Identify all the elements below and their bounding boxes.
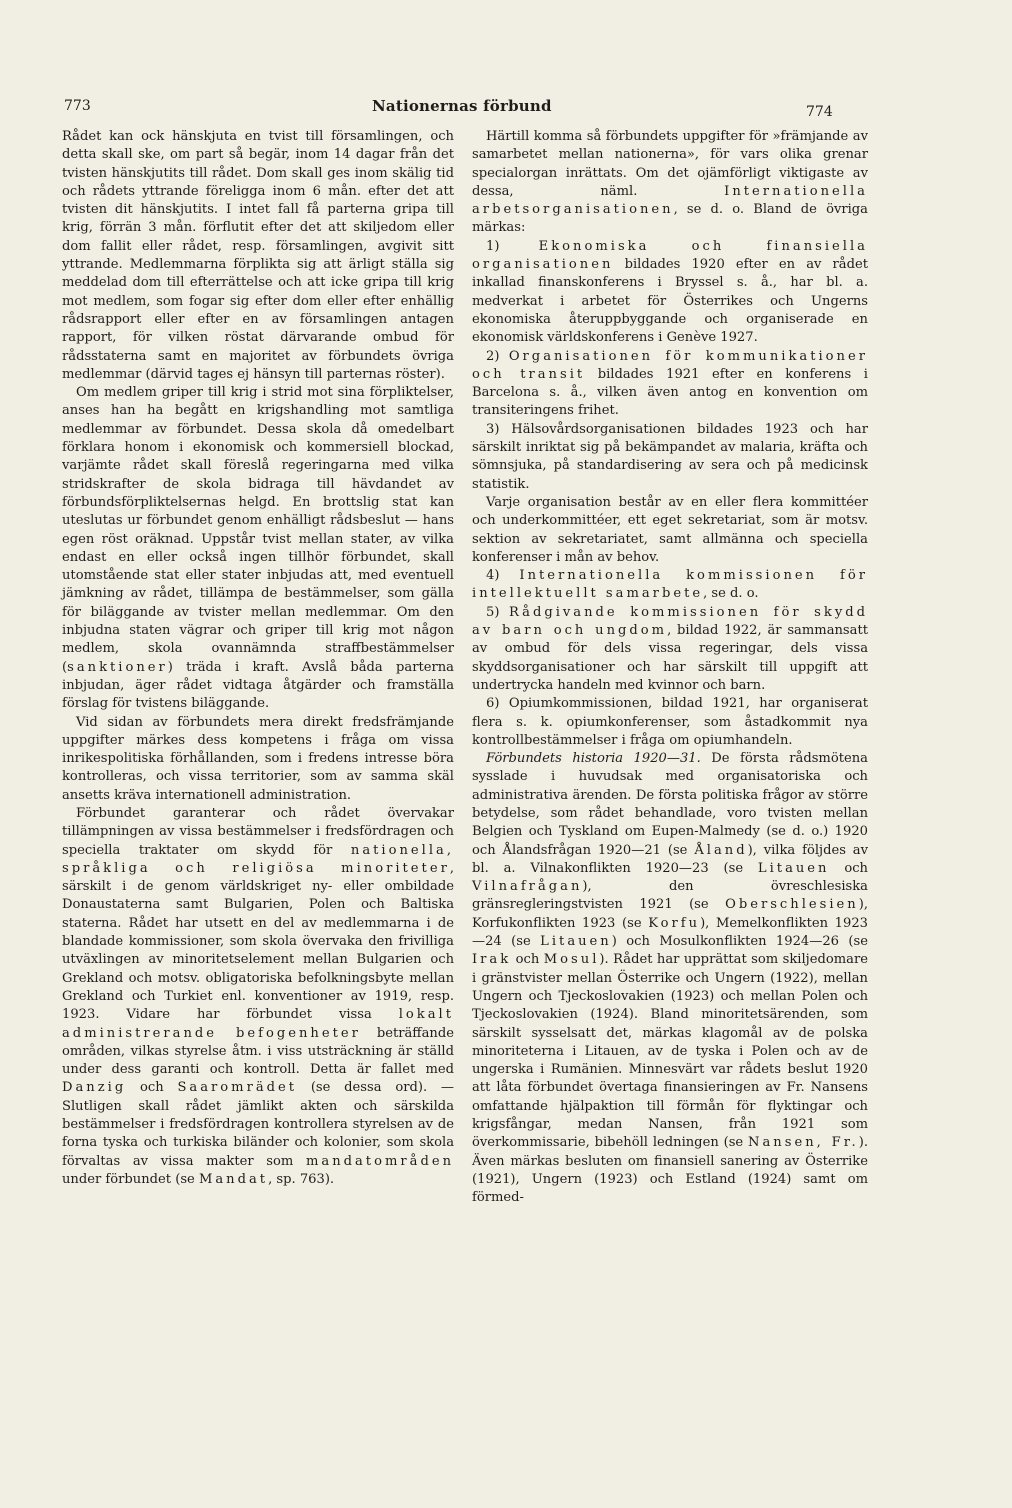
item-title: Rådgivande kommissionen för skydd av barn och ungdom: [472, 604, 868, 639]
cross-reference: Saaromrädet: [177, 1080, 298, 1096]
text: bildades 1920 efter en av rådet inkallad finanskonferens i Bryssel s. å., har bl. a. medverkat i arbetet för Österrikes och Ungerns ekonomiska återuppbyggande och organiserade en ekonomisk världskonferens i Genève 1927.: [472, 257, 868, 346]
emphasis: nationella, språkliga och religiösa minoriteter: [62, 842, 454, 876]
left-column: [62, 128, 454, 1189]
cross-reference: Oberschlesien: [725, 897, 859, 913]
text: bildades 1921 efter en konferens i Barcelona s. å., vilken även antog en konvention om transiteringens frihet.: [472, 366, 868, 419]
text: Förbundet garanterar och rådet övervakar tillämpningen av vissa bestämmelser i fredsfördragen och speciella traktater om skydd för: [62, 805, 454, 858]
text: , särskilt i de genom världskriget ny- eller ombildade Donaustaterna samt Bulgarien, Polen och Baltiska staterna. Rådet har utsett en del av medlemmarna i de blandade kommissioner, som skola övervaka den frivilliga utväxlingen av minoritetselement mellan Bulgarien och Grekland och motsv. obligatoriska befolkningsbyte mellan Grekland och Turkiet enl. konventioner av 1919, resp. 1923. Vidare har förbundet vissa: [62, 860, 454, 1023]
text: , bildad 1922, är sammansatt av ombud för dels vissa regeringar, dels vissa skyddsorganisationer och har särskilt till uppgift att undertrycka handeln med kvinnor och barn.: [472, 623, 868, 693]
page-number-right: 774: [806, 104, 833, 120]
cross-reference: Danzig: [62, 1080, 127, 1096]
text: ), vilka följdes av bl. a. Vilnakonflikten 1920—23 (se: [472, 842, 868, 876]
list-item: 3) Hälsovårdsorganisationen bildades 1923 och har särskilt inriktat sig på bekämpandet av malaria, kräfta och sömnsjuka, på standardisering av sera och på medicinsk statistik.: [472, 421, 868, 492]
list-item: [472, 238, 868, 348]
text: och: [515, 952, 540, 968]
text: ) träda i kraft. Avslå båda parterna inbjudan, äger rådet vidtaga åtgärder och framställa förslag för tvistens biläggande.: [62, 659, 454, 712]
paragraph: [62, 384, 454, 713]
text: ), den övreschlesiska gränsregleringstvisten 1921 (se: [472, 879, 868, 913]
running-title: Nationernas förbund: [372, 97, 552, 115]
text: och: [844, 860, 868, 876]
paragraph: [62, 805, 454, 1189]
cross-reference: Irak: [472, 952, 512, 968]
cross-reference: Litauen: [540, 934, 612, 950]
cross-reference: Mandat: [198, 1171, 269, 1187]
text: De första rådsmötena sysslade i huvudsak med organisatoriska och administrativa ärenden. De första politiska frågor av större betydelse, som rådet behandlade, voro tvisten mellan Belgien och Tyskland om Eupen-Malmedy (se d. o.) 1920 och Ålandsfrågan 1920—21 (se: [472, 751, 868, 858]
text: ), Korfukonflikten 1923 (se: [472, 897, 868, 931]
paragraph: Varje organisation består av en eller flera kommittéer och underkommittéer, ett eget sekretariat, som är motsv. sektion av sekretariatet, samt allmänna och speciella konferenser i mån av behov.: [472, 494, 868, 565]
cross-reference: Litauen: [757, 860, 830, 876]
cross-reference: Internationella arbetsorganisationen: [472, 183, 868, 218]
cross-reference: Nansen, Fr.: [748, 1135, 859, 1151]
paragraph: [472, 750, 868, 1207]
text: ). Rådet har upprättat som skiljedomare i gränstvister mellan Österrike och Ungern (1922), mellan Ungern och Tjeckoslovakien (1923) och mellan Polen och Tjeckoslovakien (1924). Bland minoritetsärenden, som särskilt sysselsatt det, märkas klagomål av de polska minoriteterna i Litauen, av de tyska i Polen och av de ungerska i Rumänien. Minnesvärt var rådets beslut 1920 att låta förbundet övertaga finansieringen av Fr. Nansens omfattande hjälpaktion till förmån för flyktingar och krigsfångar, medan Nansen, från 1921 som överkommissarie, bibehöll ledningen (se: [472, 952, 868, 1151]
emphasis: mandatområden: [305, 1153, 455, 1169]
text: beträffande områden, vilkas styrelse åtm. i viss utsträckning är ställd under dess garanti och kontroll. Detta är fallet med: [62, 1025, 454, 1078]
text: , se d. o. Bland de övriga märkas:: [472, 202, 868, 236]
section-heading: Förbundets historia 1920—31.: [486, 751, 701, 767]
list-item: [472, 348, 868, 421]
text: under förbundet (se: [62, 1171, 195, 1187]
text: ), Memelkonflikten 1923—24 (se: [472, 915, 868, 950]
item-title: Ekonomiska och finansiella organisationen: [472, 238, 868, 273]
list-item: [472, 567, 868, 604]
item-title: Organisationen för kommunikationer och transit: [472, 348, 868, 382]
cross-reference: Vilnafrågan: [472, 879, 583, 895]
item-number: 1): [486, 238, 500, 254]
paragraph: [472, 128, 868, 238]
text: , sp. 763).: [268, 1171, 335, 1187]
cross-reference: Mosul: [543, 952, 600, 968]
right-column: [472, 128, 868, 1208]
paragraph: Vid sidan av förbundets mera direkt fredsfrämjande uppgifter märkes dess kompetens i fråga om vissa inrikespolitiska förhållanden, som i fredens intresse böra kontrolleras, och vissa territorier, som av samma skäl ansetts kräva internationell administration.: [62, 714, 454, 803]
paragraph: Rådet kan ock hänskjuta en tvist till församlingen, och detta skall ske, om part så begär, inom 14 dagar från det tvisten hänskjutits till rådet. Dom skall ges inom skälig tid och rådets yttrande föreligga inom 6 mån. efter det att tvisten dit hänskjutits. I intet fall få parterna gripa till krig, förrän 3 mån. förflutit efter det att skiljedom eller dom fallit eller rådet, resp. församlingen, avgivit sitt yttrande. Medlemmarna förplikta sig att ärligt ställa sig meddelad dom till efterrättelse och att icke gripa till krig mot medlem, som fogar sig efter dom eller efter enhällig rådsrapport eller efter en av församlingen antagen rapport, för vilken röstat därvarande ombud för rådsstaterna samt en majoritet av förbundets övriga medlemmar (därvid tages ej hänsyn till parternas röster).: [62, 129, 454, 382]
text: (se dessa ord). — Slutligen skall rådet jämlikt akten och särskilda bestämmelser i fredsfördragen kontrollera styrelsen av de forna tyska och turkiska biländer och kolonier, som skola förvaltas av vissa makter som: [62, 1080, 454, 1169]
item-title: Internationella kommissionen för intellektuellt samarbete: [472, 568, 868, 602]
list-item: 6) Opiumkommissionen, bildad 1921, har organiserat flera s. k. opiumkonferenser, som åstadkommit nya kontrollbestämmelser i fråga om opiumhandeln.: [472, 696, 868, 748]
text: ) och Mosulkonflikten 1924—26 (se: [611, 934, 868, 950]
cross-reference: Åland: [694, 842, 748, 858]
emphasis: sanktioner: [67, 659, 168, 675]
item-number: 5): [486, 604, 500, 620]
page-number-left: 773: [64, 98, 91, 114]
item-number: 4): [486, 568, 500, 584]
list-item: [472, 604, 868, 695]
emphasis: lokalt administrerande befogenheter: [62, 1007, 454, 1041]
text: och: [140, 1080, 164, 1096]
item-number: 2): [486, 348, 500, 364]
text: , se d. o.: [703, 586, 759, 602]
text: Härtill komma så förbundets uppgifter för »främjande av samarbetet mellan nationerna», för vars olika grenar specialorgan inrättats. Om det ojämförligt viktigaste av dessa, näml.: [472, 129, 868, 199]
text: ). Även märkas besluten om finansiell sanering av Österrike (1921), Ungern (1923) och Estland (1924) samt om förmed-: [472, 1135, 868, 1206]
cross-reference: Korfu: [648, 915, 701, 931]
text: Om medlem griper till krig i strid mot sina förpliktelser, anses han ha begått en krigshandling mot samtliga medlemmar av förbundet. Dessa skola då omedelbart förklara honom i ekonomisk och kommersiell blockad, varjämte rådet skall föreslå regeringarna med vilka stridskrafter de skola bidraga till hävdandet av förbundsförpliktelsernas helgd. En brottslig stat kan uteslutas ur förbundet genom enhälligt rådsbeslut — hans egen röst oräknad. Uppstår tvist mellan stater, av vilka endast en eller också ingen tillhör förbundet, skall utomstående stat eller stater inbjudas att, med eventuell jämkning av rådet, tillämpa de bestämmelser, som gälla för biläggande av tvister mellan medlemmar. Om den inbjudna staten vägrar och griper till krig mot någon medlem, skola ovannämnda straffbestämmelser (: [62, 385, 454, 675]
